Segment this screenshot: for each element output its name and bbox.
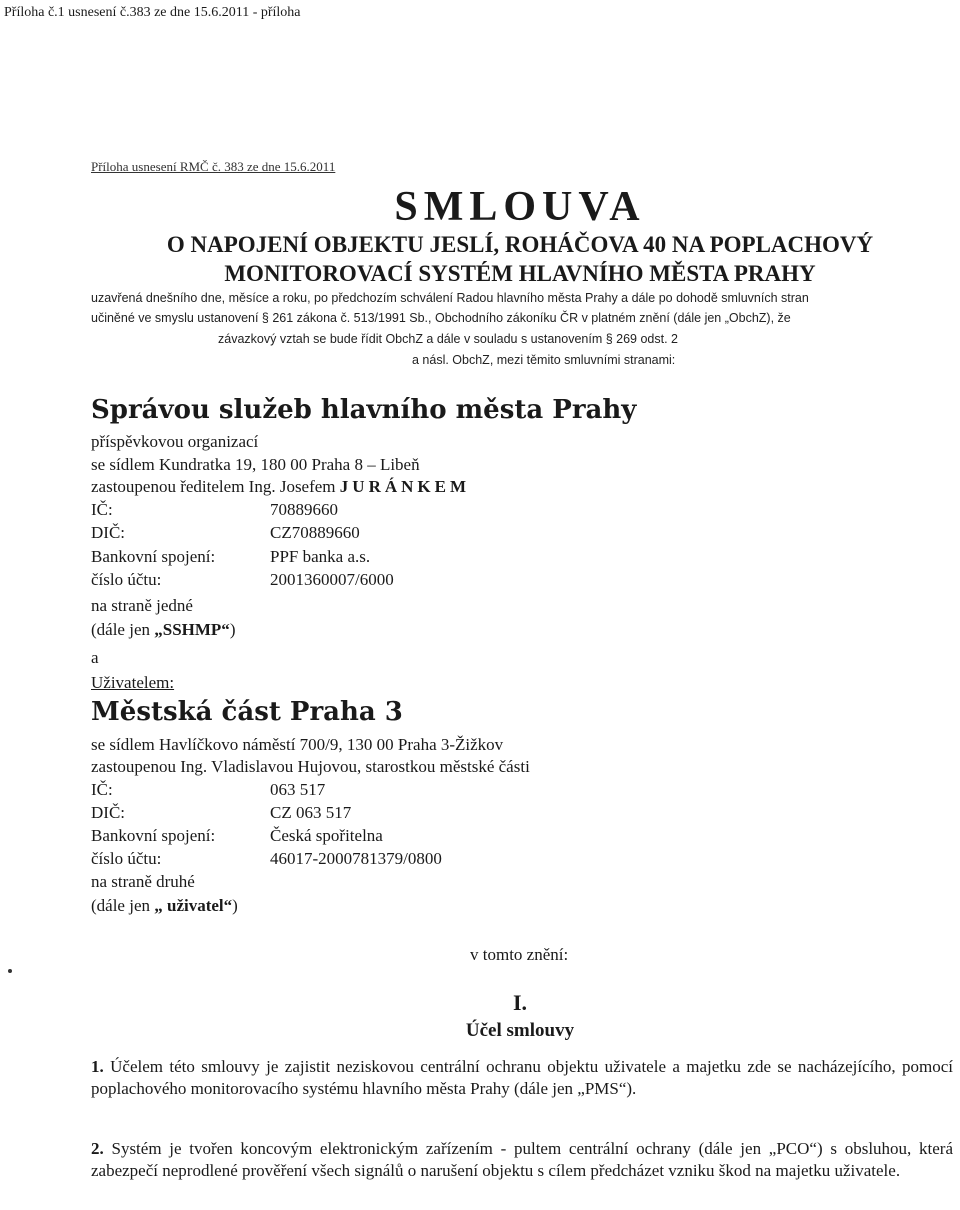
party2-dic-label: DIČ: — [91, 803, 125, 822]
party1-account: 2001360007/6000 — [270, 570, 394, 589]
paragraph-2 — [91, 1138, 953, 1182]
paragraph-2-number: 2. — [91, 1139, 104, 1158]
paragraph-2-text: Systém je tvořen koncovým elektronickým zařízením - pultem centrální ochrany (dále jen „PCO“) s obsluhou, která zabezpečí neprodlené prověření všech signálů o narušení objektu s cílem předcházet vzniku škod na majetku uživatele. — [91, 1139, 953, 1180]
party1-ic: 70889660 — [270, 500, 338, 519]
party1-dic-label: DIČ: — [91, 523, 125, 542]
section-roman: I. — [512, 990, 528, 1015]
party2-representative: zastoupenou Ing. Vladislavou Hujovou, starostkou městské části — [91, 757, 530, 776]
intro-line-2: učiněné ve smyslu ustanovení § 261 zákona č. 513/1991 Sb., Obchodního zákoníku ČR v platném znění (dále jen „ObchZ), že — [91, 311, 791, 325]
and-connector: a — [91, 648, 99, 667]
party1-side: na straně jedné — [91, 596, 193, 615]
party1-alias-suffix: ) — [229, 620, 236, 639]
party2-address: se sídlem Havlíčkovo náměstí 700/9, 130 00 Praha 3-Žižkov — [91, 735, 504, 754]
party2-alias-suffix: ) — [232, 896, 238, 915]
party2-bank: Česká spořitelna — [270, 826, 383, 845]
intro-line-4: a násl. ObchZ, mezi těmito smluvními stranami: — [412, 353, 676, 367]
paragraph-1-text: Účelem této smlouvy je zajistit neziskovou centrální ochranu objektu uživatele a majetku zde se nacházejícího, pomocí poplachového monitorovacího systému hlavního města Prahy (dále jen „PMS“). — [91, 1057, 953, 1098]
party1-name: Správou služeb hlavního města Prahy — [91, 395, 637, 425]
paragraph-1-number: 1. — [91, 1057, 104, 1076]
party2-alias — [91, 896, 238, 916]
party1-ic-label: IČ: — [91, 500, 113, 519]
contract-subtitle-line2: MONITOROVACÍ SYSTÉM HLAVNÍHO MĚSTA PRAHY — [224, 261, 816, 286]
wording-note: v tomto znění: — [470, 945, 569, 964]
party2-name: Městská část Praha 3 — [91, 697, 403, 727]
party1-rep-name: JURÁNKEM — [339, 477, 471, 496]
party2-ic: 063 517 — [270, 780, 326, 799]
party1-representative — [91, 477, 470, 497]
party2-ic-label: IČ: — [91, 780, 113, 799]
party2-bank-label: Bankovní spojení: — [91, 826, 216, 845]
party2-alias-prefix: (dále jen — [91, 896, 155, 915]
party1-rep-prefix: zastoupenou ředitelem Ing. Josefem — [91, 477, 336, 496]
party1-bank-label: Bankovní spojení: — [91, 547, 216, 566]
party1-bank: PPF banka a.s. — [270, 547, 371, 566]
party2-side: na straně druhé — [91, 872, 195, 891]
header-note: Příloha č.1 usnesení č.383 ze dne 15.6.2011 - příloha — [4, 5, 301, 20]
party2-account-label: číslo účtu: — [91, 849, 162, 868]
party1-dic: CZ70889660 — [270, 523, 360, 542]
party2-account: 46017-2000781379/0800 — [270, 849, 442, 868]
party1-type: příspěvkovou organizací — [91, 432, 259, 451]
stamp-note: Příloha usnesení RMČ č. 383 ze dne 15.6.2011 — [91, 159, 336, 174]
contract-subtitle-line1: O NAPOJENÍ OBJEKTU JESLÍ, ROHÁČOVA 40 NA POPLACHOVÝ — [166, 232, 874, 257]
contract-title: SMLOUVA — [394, 184, 646, 230]
party2-alias-name: „ uživatel“ — [154, 896, 233, 915]
stray-dot — [8, 969, 12, 973]
intro-line-1: uzavřená dnešního dne, měsíce a roku, po předchozím schválení Radou hlavního města Prahy a dále po dohodě smluvních stran — [91, 291, 809, 305]
party2-dic: CZ 063 517 — [270, 803, 352, 822]
party1-alias-name: „SSHMP“ — [154, 620, 230, 639]
party1-alias — [91, 620, 235, 640]
intro-line-3: závazkový vztah se bude řídit ObchZ a dále v souladu s ustanovením § 269 odst. 2 — [218, 332, 678, 346]
paragraph-1 — [91, 1056, 953, 1100]
party2-label: Uživatelem: — [91, 673, 175, 692]
section-title: Účel smlouvy — [465, 1020, 575, 1041]
party1-account-label: číslo účtu: — [91, 570, 162, 589]
party1-address: se sídlem Kundratka 19, 180 00 Praha 8 – Libeň — [91, 455, 420, 474]
party1-alias-prefix: (dále jen — [91, 620, 155, 639]
